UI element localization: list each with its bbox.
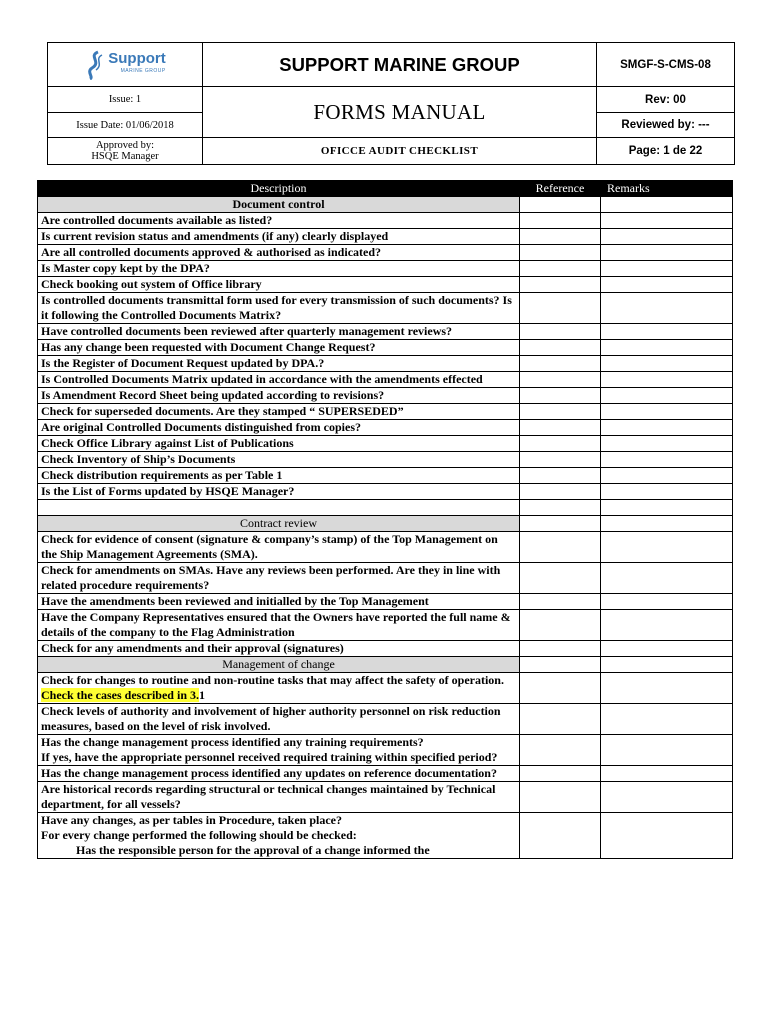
checklist-question bbox=[38, 734, 520, 765]
remarks-cell[interactable] bbox=[601, 609, 733, 640]
bullet-item bbox=[41, 843, 516, 858]
contract-review-items bbox=[38, 531, 733, 656]
reference-cell[interactable] bbox=[520, 323, 601, 339]
revision: Rev: 00 bbox=[597, 87, 735, 113]
reference-cell[interactable] bbox=[520, 355, 601, 371]
table-row bbox=[38, 672, 733, 703]
reference-cell[interactable] bbox=[520, 339, 601, 355]
table-row bbox=[38, 371, 733, 387]
remarks-cell[interactable] bbox=[601, 781, 733, 812]
question-text: Check for changes to routine and non-routine tasks that may affect the safety of operation. bbox=[41, 672, 504, 687]
table-row bbox=[38, 292, 733, 323]
checklist-question: Are controlled documents available as listed? bbox=[38, 212, 520, 228]
question-text: 1 bbox=[199, 687, 205, 702]
checklist-question: Are historical records regarding structural or technical changes maintained by Technical department, for all vessels? bbox=[38, 781, 520, 812]
reference-cell[interactable] bbox=[520, 703, 601, 734]
reviewed-by: Reviewed by: --- bbox=[597, 113, 735, 138]
wave-logo-icon bbox=[84, 50, 106, 80]
issue-number: Issue: 1 bbox=[48, 87, 203, 113]
document-control-items bbox=[38, 212, 733, 499]
table-row bbox=[38, 765, 733, 781]
reference-cell[interactable] bbox=[520, 672, 601, 703]
reference-cell[interactable] bbox=[520, 212, 601, 228]
company-logo bbox=[48, 50, 202, 80]
remarks-cell[interactable] bbox=[601, 339, 733, 355]
checklist-question: Check booking out system of Office library bbox=[38, 276, 520, 292]
checklist-question: Is Master copy kept by the DPA? bbox=[38, 260, 520, 276]
remarks-cell[interactable] bbox=[601, 419, 733, 435]
approved-by-role: HSQE Manager bbox=[91, 151, 159, 162]
remarks-cell[interactable] bbox=[601, 703, 733, 734]
remarks-cell[interactable] bbox=[601, 435, 733, 451]
reference-cell[interactable] bbox=[520, 228, 601, 244]
blank-row bbox=[38, 499, 733, 515]
reference-cell[interactable] bbox=[520, 387, 601, 403]
highlighted-text: Check the cases described in 3. bbox=[41, 687, 199, 702]
checklist-question: Has any change been requested with Document Change Request? bbox=[38, 339, 520, 355]
question-line: If yes, have the appropriate personnel received required training within specified period? bbox=[41, 749, 498, 764]
checklist-question: Check for evidence of consent (signature & company’s stamp) of the Top Management on the Ship Management Agreements (SMA). bbox=[38, 531, 520, 562]
table-row bbox=[38, 734, 733, 765]
column-header-remarks: Remarks bbox=[601, 181, 733, 197]
checklist-question: Has the change management process identified any updates on reference documentation? bbox=[38, 765, 520, 781]
table-row bbox=[38, 276, 733, 292]
checklist-title: OFICCE AUDIT CHECKLIST bbox=[203, 138, 597, 165]
column-header-description: Description bbox=[38, 181, 520, 197]
reference-cell[interactable] bbox=[520, 734, 601, 765]
logo-text: Support bbox=[108, 49, 166, 67]
manual-title: FORMS MANUAL bbox=[203, 87, 597, 138]
reference-cell[interactable] bbox=[520, 593, 601, 609]
remarks-cell[interactable] bbox=[601, 593, 733, 609]
reference-cell[interactable] bbox=[520, 483, 601, 499]
reference-cell[interactable] bbox=[520, 435, 601, 451]
table-row bbox=[38, 435, 733, 451]
remarks-cell[interactable] bbox=[601, 483, 733, 499]
table-row bbox=[38, 609, 733, 640]
question-line: Have any changes, as per tables in Procedure, taken place? bbox=[41, 812, 342, 827]
table-row bbox=[38, 640, 733, 656]
table-row bbox=[38, 260, 733, 276]
remarks-cell[interactable] bbox=[601, 323, 733, 339]
remarks-cell[interactable] bbox=[601, 765, 733, 781]
remarks-cell[interactable] bbox=[601, 244, 733, 260]
reference-cell[interactable] bbox=[520, 292, 601, 323]
remarks-cell[interactable] bbox=[601, 467, 733, 483]
table-row bbox=[38, 244, 733, 260]
checklist-question bbox=[38, 672, 520, 703]
reference-cell[interactable] bbox=[520, 812, 601, 858]
table-row bbox=[38, 483, 733, 499]
section-title-contract-review: Contract review bbox=[38, 515, 520, 531]
checklist-question: Is the List of Forms updated by HSQE Manager? bbox=[38, 483, 520, 499]
question-line: Has the change management process identified any training requirements? bbox=[41, 734, 424, 749]
table-row bbox=[38, 323, 733, 339]
remarks-cell[interactable] bbox=[601, 672, 733, 703]
reference-cell[interactable] bbox=[520, 640, 601, 656]
logo-cell bbox=[48, 43, 203, 87]
reference-cell[interactable] bbox=[520, 244, 601, 260]
checklist-question: Are all controlled documents approved & authorised as indicated? bbox=[38, 244, 520, 260]
checklist-question: Check distribution requirements as per Table 1 bbox=[38, 467, 520, 483]
remarks-cell[interactable] bbox=[601, 387, 733, 403]
remarks-cell[interactable] bbox=[601, 562, 733, 593]
remarks-cell[interactable] bbox=[601, 531, 733, 562]
approved-by-label: Approved by: bbox=[95, 140, 155, 151]
checklist-question: Have the Company Representatives ensured that the Owners have reported the full name & details of the company to the Flag Administration bbox=[38, 609, 520, 640]
issue-date: Issue Date: 01/06/2018 bbox=[48, 113, 203, 138]
remarks-cell[interactable] bbox=[601, 355, 733, 371]
question-line: For every change performed the following should be checked: bbox=[41, 827, 357, 842]
reference-cell[interactable] bbox=[520, 781, 601, 812]
table-row bbox=[38, 212, 733, 228]
section-header-row bbox=[38, 656, 733, 672]
reference-cell[interactable] bbox=[520, 531, 601, 562]
checklist-question: Check for any amendments and their approval (signatures) bbox=[38, 640, 520, 656]
checklist-question: Check for superseded documents. Are they stamped “ SUPERSEDED” bbox=[38, 403, 520, 419]
remarks-cell[interactable] bbox=[601, 212, 733, 228]
section-header-row bbox=[38, 515, 733, 531]
remarks-cell[interactable] bbox=[601, 812, 733, 858]
remarks-cell[interactable] bbox=[601, 276, 733, 292]
section-header-row bbox=[38, 196, 733, 212]
table-row bbox=[38, 228, 733, 244]
section-title-document-control: Document control bbox=[38, 196, 520, 212]
checklist-question: Is current revision status and amendments (if any) clearly displayed bbox=[38, 228, 520, 244]
checklist-question: Is the Register of Document Request updated by DPA.? bbox=[38, 355, 520, 371]
document-header bbox=[47, 42, 735, 165]
reference-cell[interactable] bbox=[520, 562, 601, 593]
reference-cell[interactable] bbox=[520, 260, 601, 276]
table-row bbox=[38, 562, 733, 593]
logo-subtext: MARINE GROUP bbox=[120, 67, 166, 74]
remarks-cell[interactable] bbox=[601, 228, 733, 244]
checklist-question bbox=[38, 812, 520, 858]
checklist-question: Check Inventory of Ship’s Documents bbox=[38, 451, 520, 467]
column-header-reference: Reference bbox=[520, 181, 601, 197]
reference-cell[interactable] bbox=[520, 467, 601, 483]
table-row bbox=[38, 781, 733, 812]
reference-cell[interactable] bbox=[520, 276, 601, 292]
table-row bbox=[38, 355, 733, 371]
page-number: Page: 1 de 22 bbox=[597, 138, 735, 165]
reference-cell[interactable] bbox=[520, 403, 601, 419]
table-row bbox=[38, 812, 733, 858]
table-row bbox=[38, 339, 733, 355]
reference-cell[interactable] bbox=[520, 765, 601, 781]
company-title: SUPPORT MARINE GROUP bbox=[203, 43, 597, 87]
reference-cell[interactable] bbox=[520, 371, 601, 387]
document-code: SMGF-S-CMS-08 bbox=[597, 43, 735, 87]
audit-checklist-table bbox=[37, 180, 733, 859]
table-row bbox=[38, 403, 733, 419]
reference-cell[interactable] bbox=[520, 609, 601, 640]
remarks-cell[interactable] bbox=[601, 451, 733, 467]
checklist-question: Are original Controlled Documents distinguished from copies? bbox=[38, 419, 520, 435]
reference-cell[interactable] bbox=[520, 419, 601, 435]
remarks-cell[interactable] bbox=[601, 371, 733, 387]
bullet-text: Has the responsible person for the approval of a change informed the bbox=[76, 842, 430, 857]
reference-cell[interactable] bbox=[520, 451, 601, 467]
checklist-question: Check levels of authority and involvement of higher authority personnel on risk reduction measures, based on the level of risk involved. bbox=[38, 703, 520, 734]
table-row bbox=[38, 703, 733, 734]
table-row bbox=[38, 387, 733, 403]
checklist-question: Check for amendments on SMAs. Have any reviews been performed. Are they in line with related procedure requirements? bbox=[38, 562, 520, 593]
remarks-cell[interactable] bbox=[601, 640, 733, 656]
remarks-cell[interactable] bbox=[601, 734, 733, 765]
table-row bbox=[38, 419, 733, 435]
checklist-question: Is controlled documents transmittal form used for every transmission of such documents? Is it following the Controlled Documents Matrix? bbox=[38, 292, 520, 323]
checklist-question: Have controlled documents been reviewed after quarterly management reviews? bbox=[38, 323, 520, 339]
section-title-management-of-change: Management of change bbox=[38, 656, 520, 672]
checklist-question: Is Amendment Record Sheet being updated according to revisions? bbox=[38, 387, 520, 403]
table-row bbox=[38, 593, 733, 609]
table-header-row bbox=[38, 181, 733, 197]
remarks-cell[interactable] bbox=[601, 260, 733, 276]
checklist-question: Is Controlled Documents Matrix updated in accordance with the amendments effected bbox=[38, 371, 520, 387]
table-row bbox=[38, 451, 733, 467]
remarks-cell[interactable] bbox=[601, 403, 733, 419]
checklist-question: Have the amendments been reviewed and initialled by the Top Management bbox=[38, 593, 520, 609]
approved-by bbox=[48, 138, 203, 165]
table-row bbox=[38, 467, 733, 483]
remarks-cell[interactable] bbox=[601, 292, 733, 323]
table-row bbox=[38, 531, 733, 562]
checklist-question: Check Office Library against List of Publications bbox=[38, 435, 520, 451]
